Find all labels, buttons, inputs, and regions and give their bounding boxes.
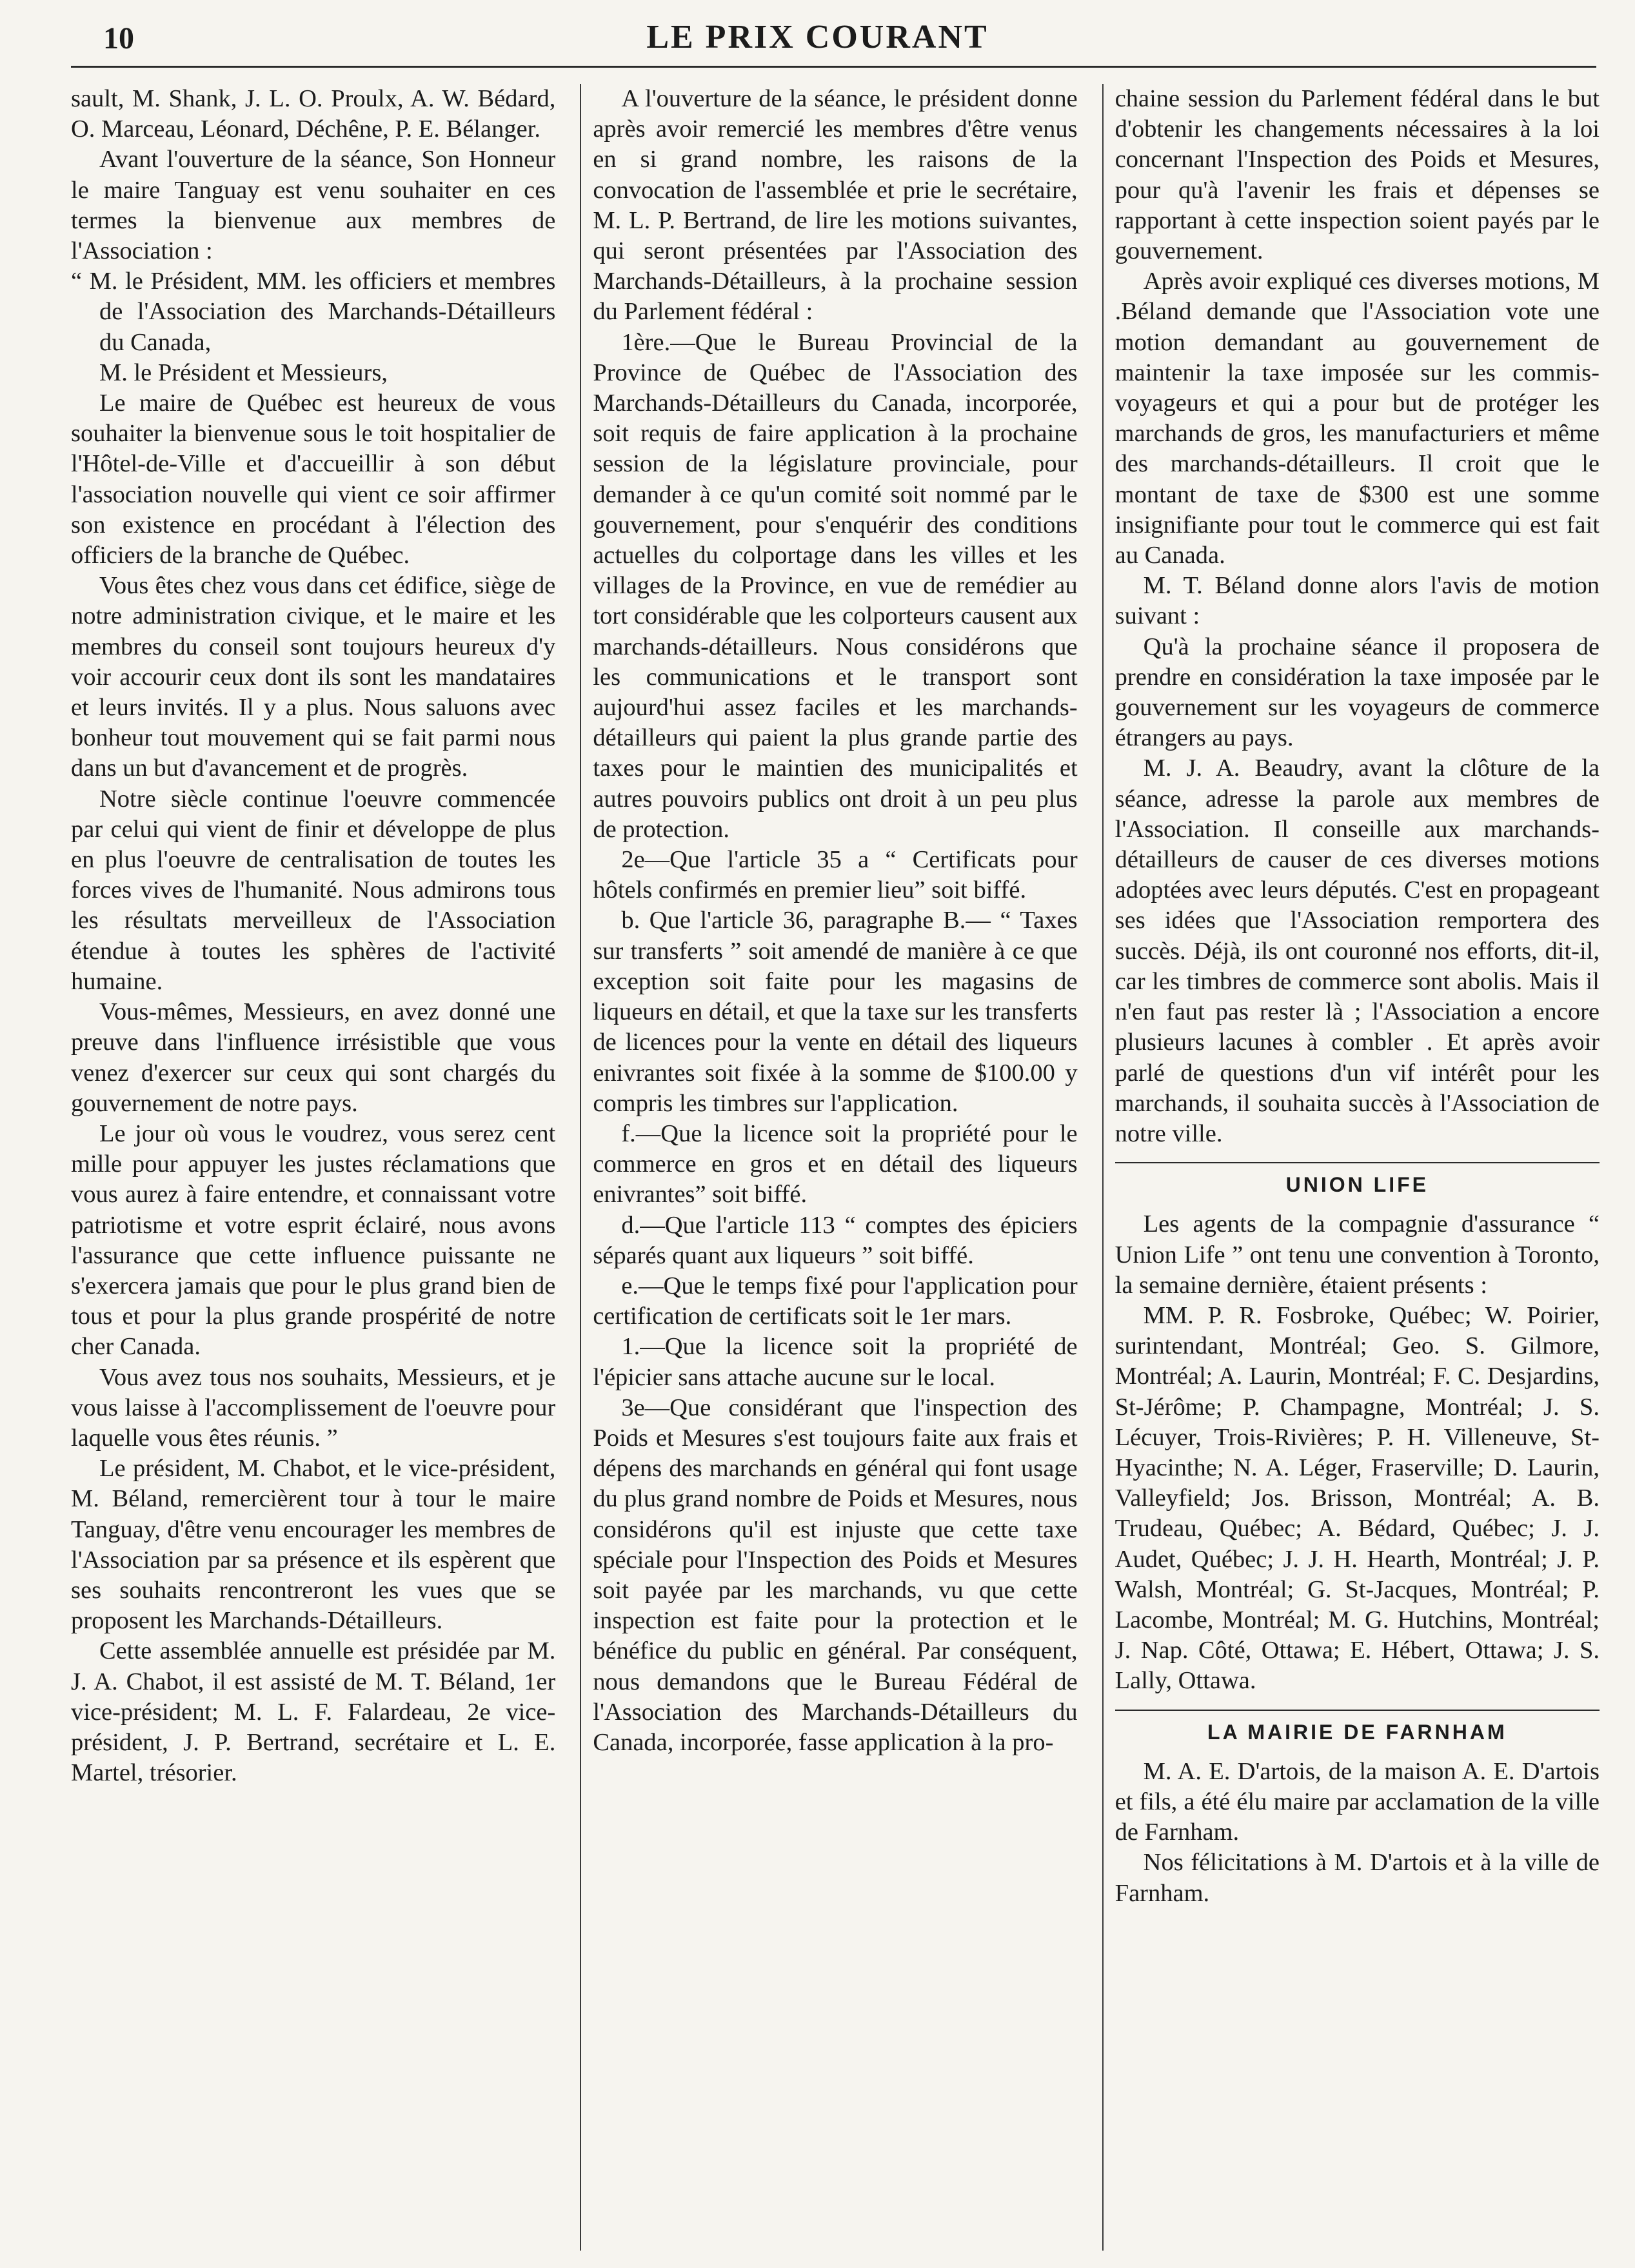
col1-paragraph: Avant l'ouverture de la séance, Son Honneur le maire Tanguay est venu souhaiter en ces termes la bienvenue aux membres de l'Association : xyxy=(71,146,556,265)
col1-paragraph: Cette assemblée annuelle est présidée par M. J. A. Chabot, il est assisté de M. T. Béland, 1er vice-président; M. L. F. Falardeau, 2e vice-président, J. P. Bertrand, secrétaire et L. E. Martel, trésorier. xyxy=(71,1637,556,1787)
masthead: LE PRIX COURANT xyxy=(646,19,989,55)
col1-paragraph: Le maire de Québec est heureux de vous souhaiter la bienvenue sous le toit hospitalier de l'Hôtel-de-Ville et d'accueillir à son début l'association nouvelle qui vient ce soir affirmer son existence en procédant à l'élection des officiers de la branche de Québec. xyxy=(71,390,556,569)
union-life-paragraph: Les agents de la compagnie d'assurance “ Union Life ” ont tenu une convention à Toronto, la semaine dernière, étaient présents : xyxy=(1115,1210,1600,1299)
union-life-title: UNION LIFE xyxy=(1115,1162,1600,1200)
farnham-paragraph: Nos félicitations à M. D'artois et à la ville de Farnham. xyxy=(1115,1849,1600,1907)
page-header xyxy=(84,14,1551,66)
col1-paragraph: Notre siècle continue l'oeuvre commencée par celui qui vient de finir et développe de plus en plus l'oeuvre de centralisation de toutes les forces vives de l'humanité. Nous admirons tous les résultats merveilleux de l'Association étendue à toutes les sphères de l'activité humaine. xyxy=(71,785,556,995)
col1-paragraph: Le président, M. Chabot, et le vice-président, M. Béland, remercièrent tour à tour le maire Tanguay, d'être venu encourager les membres de l'Association par sa présence et ils espèrent que ses souhaits rencontreront les vues que se proposent les Marchands-Détailleurs. xyxy=(71,1455,556,1635)
col1-paragraph: sault, M. Shank, J. L. O. Proulx, A. W. Bédard, O. Marceau, Léonard, Déchêne, P. E. Bélanger. xyxy=(71,85,556,143)
col2-paragraph: b. Que l'article 36, paragraphe B.— “ Taxes sur transferts ” soit amendé de manière à ce que exception soit faite pour les magasins de liqueurs en détail, et que la taxe sur les transferts de licences pour la vente en détail des liqueurs enivrantes soit fixée à la somme de $100.00 y compris les timbres sur l'application. xyxy=(593,907,1078,1117)
column-2 xyxy=(580,84,1077,2251)
col3-paragraph: M. J. A. Beaudry, avant la clôture de la séance, adresse la parole aux membres de l'Association. Il conseille aux marchands-détailleurs de causer de ces diverses motions adoptées avec leurs députés. C'est en propageant ses idées que l'Association remportera des succès. Déjà, ils ont couronné nos efforts, dit-il, car les timbres de commerce sont abolis. Mais il n'en faut pas rester là ; l'Association a encore plusieurs lacunes à combler . Et après avoir parlé de questions d'un vif intérêt pour les marchands, il souhaita succès à l'Association de notre ville. xyxy=(1115,754,1600,1147)
columns xyxy=(71,84,1600,2251)
col2-paragraph: 1.—Que la licence soit la propriété de l'épicier sans attache aucune sur le local. xyxy=(593,1333,1078,1391)
col3-paragraph: chaine session du Parlement fédéral dans le but d'obtenir les changements nécessaires à la loi concernant l'Inspection des Poids et Mesures, pour qu'à l'avenir les frais et dépenses se rapportant à cette inspection soient payés par le gouvernement. xyxy=(1115,85,1600,265)
col1-paragraph: “ M. le Président, MM. les officiers et membres de l'Association des Marchands-Détailleurs du Canada, xyxy=(71,268,556,356)
col2-paragraph: f.—Que la licence soit la propriété pour le commerce en gros et en détail des liqueurs enivrantes” soit biffé. xyxy=(593,1119,1078,1208)
col1-paragraph: Le jour où vous le voudrez, vous serez cent mille pour appuyer les justes réclamations que vous aurez à faire entendre, et connaissant votre patriotisme et votre esprit éclairé, nous avons l'assurance que cette influence puissante ne s'exercera jamais que pour le plus grand bien de tous et pour la plus grande prospérité de notre cher Canada. xyxy=(71,1119,556,1361)
column-3 xyxy=(1102,84,1600,2251)
col1-paragraph: Vous-mêmes, Messieurs, en avez donné une preuve dans l'influence irrésistible que vous venez d'exercer sur ceux qui sont chargés du gouvernement de notre pays. xyxy=(71,998,556,1117)
page-number: 10 xyxy=(103,21,134,55)
col1-paragraph: Vous avez tous nos souhaits, Messieurs, et je vous laisse à l'accomplissement de l'oeuvre pour laquelle vous êtes réunis. ” xyxy=(71,1363,556,1452)
header-rule xyxy=(71,66,1596,68)
col3-paragraph: Qu'à la prochaine séance il proposera de prendre en considération la taxe imposée par le gouvernement sur les voyageurs de commerce étrangers au pays. xyxy=(1115,633,1600,752)
col2-paragraph: 1ère.—Que le Bureau Provincial de la Province de Québec de l'Association des Marchands-Détailleurs du Canada, incorporée, soit requis de faire application à la prochaine session de la législature provinciale, pour demander à ce qu'un comité soit nommé par le gouvernement, pour s'enquérir des conditions actuelles du colportage dans les villes et les villages de la Province, en vue de remédier au tort considérable que les colporteurs causent aux marchands-détailleurs. Nous considérons que les communications et le transport sont aujourd'hui assez faciles et les marchands-détailleurs qui paient la plus grande partie des taxes pour le maintien des municipalités et autres pouvoirs publics ont droit à un peu plus de protection. xyxy=(593,328,1078,843)
column-1 xyxy=(71,84,555,2251)
col2-paragraph: e.—Que le temps fixé pour l'application pour certification de certificats soit le 1er mars. xyxy=(593,1272,1078,1330)
col2-paragraph: d.—Que l'article 113 “ comptes des épiciers séparés quant aux liqueurs ” soit biffé. xyxy=(593,1211,1078,1269)
farnham-paragraph: M. A. E. D'artois, de la maison A. E. D'artois et fils, a été élu maire par acclamation de la ville de Farnham. xyxy=(1115,1757,1600,1846)
col2-paragraph: A l'ouverture de la séance, le président donne après avoir remercié les membres d'être venus en si grand nombre, les raisons de la convocation de l'assemblée et prie le secrétaire, M. L. P. Bertrand, de lire les motions suivantes, qui seront présentées par l'Association des Marchands-Détailleurs, à la prochaine session du Parlement fédéral : xyxy=(593,85,1078,326)
col2-paragraph: 2e—Que l'article 35 a “ Certificats pour hôtels confirmés en premier lieu” soit biffé. xyxy=(593,846,1078,904)
col3-paragraph: M. T. Béland donne alors l'avis de motion suivant : xyxy=(1115,572,1600,630)
col1-paragraph: M. le Président et Messieurs, xyxy=(99,359,388,386)
col2-paragraph: 3e—Que considérant que l'inspection des Poids et Mesures s'est toujours faite aux frais et dépens des marchands en général qui font usage du plus grand nombre de Poids et Mesures, nous considérons qu'il est injuste que cette taxe spéciale pour l'Inspection des Poids et Mesures soit payée par les marchands, vu que cette inspection est faite pour la protection et le bénéfice du public en général. Par conséquent, nous demandons que le Bureau Fédéral de l'Association des Marchands-Détailleurs du Canada, incorporée, fasse application à la pro- xyxy=(593,1394,1078,1756)
union-life-paragraph: MM. P. R. Fosbroke, Québec; W. Poirier, surintendant, Montréal; Geo. S. Gilmore, Montréal; A. Laurin, Montréal; F. C. Desjardins, St-Jérôme; P. Champagne, Montréal; J. S. Lécuyer, Trois-Rivières; P. H. Villeneuve, St-Hyacinthe; N. A. Léger, Fraserville; D. Laurin, Valleyfield; Jos. Brisson, Montréal; A. B. Trudeau, Québec; A. Bédard, Québec; J. J. Audet, Québec; J. J. H. Hearth, Montréal; J. P. Walsh, Montréal; G. St-Jacques, Montréal; P. Lacombe, Montréal; M. G. Hutchins, Montréal; J. Nap. Côté, Ottawa; E. Hébert, Ottawa; J. S. Lally, Ottawa. xyxy=(1115,1301,1600,1695)
col3-paragraph: Après avoir expliqué ces diverses motions, M .Béland demande que l'Association vote une motion demandant au gouvernement de maintenir la taxe imposée sur les commis-voyageurs et qui a pour but de protéger les marchands de gros, les manufacturiers et même des marchands-détailleurs. Il croit que le montant de taxe de $300 est une somme insignifiante pour tout le commerce qui est fait au Canada. xyxy=(1115,268,1600,569)
farnham-title: LA MAIRIE DE FARNHAM xyxy=(1115,1710,1600,1748)
col1-paragraph: Vous êtes chez vous dans cet édifice, siège de notre administration civique, et le maire et les membres du conseil sont toujours heureux d'y voir accourir ceux dont ils sont les mandataires et leurs invités. Il y a plus. Nous saluons avec bonheur tout mouvement qui se fait parmi nous dans un but d'avancement et de progrès. xyxy=(71,572,556,782)
